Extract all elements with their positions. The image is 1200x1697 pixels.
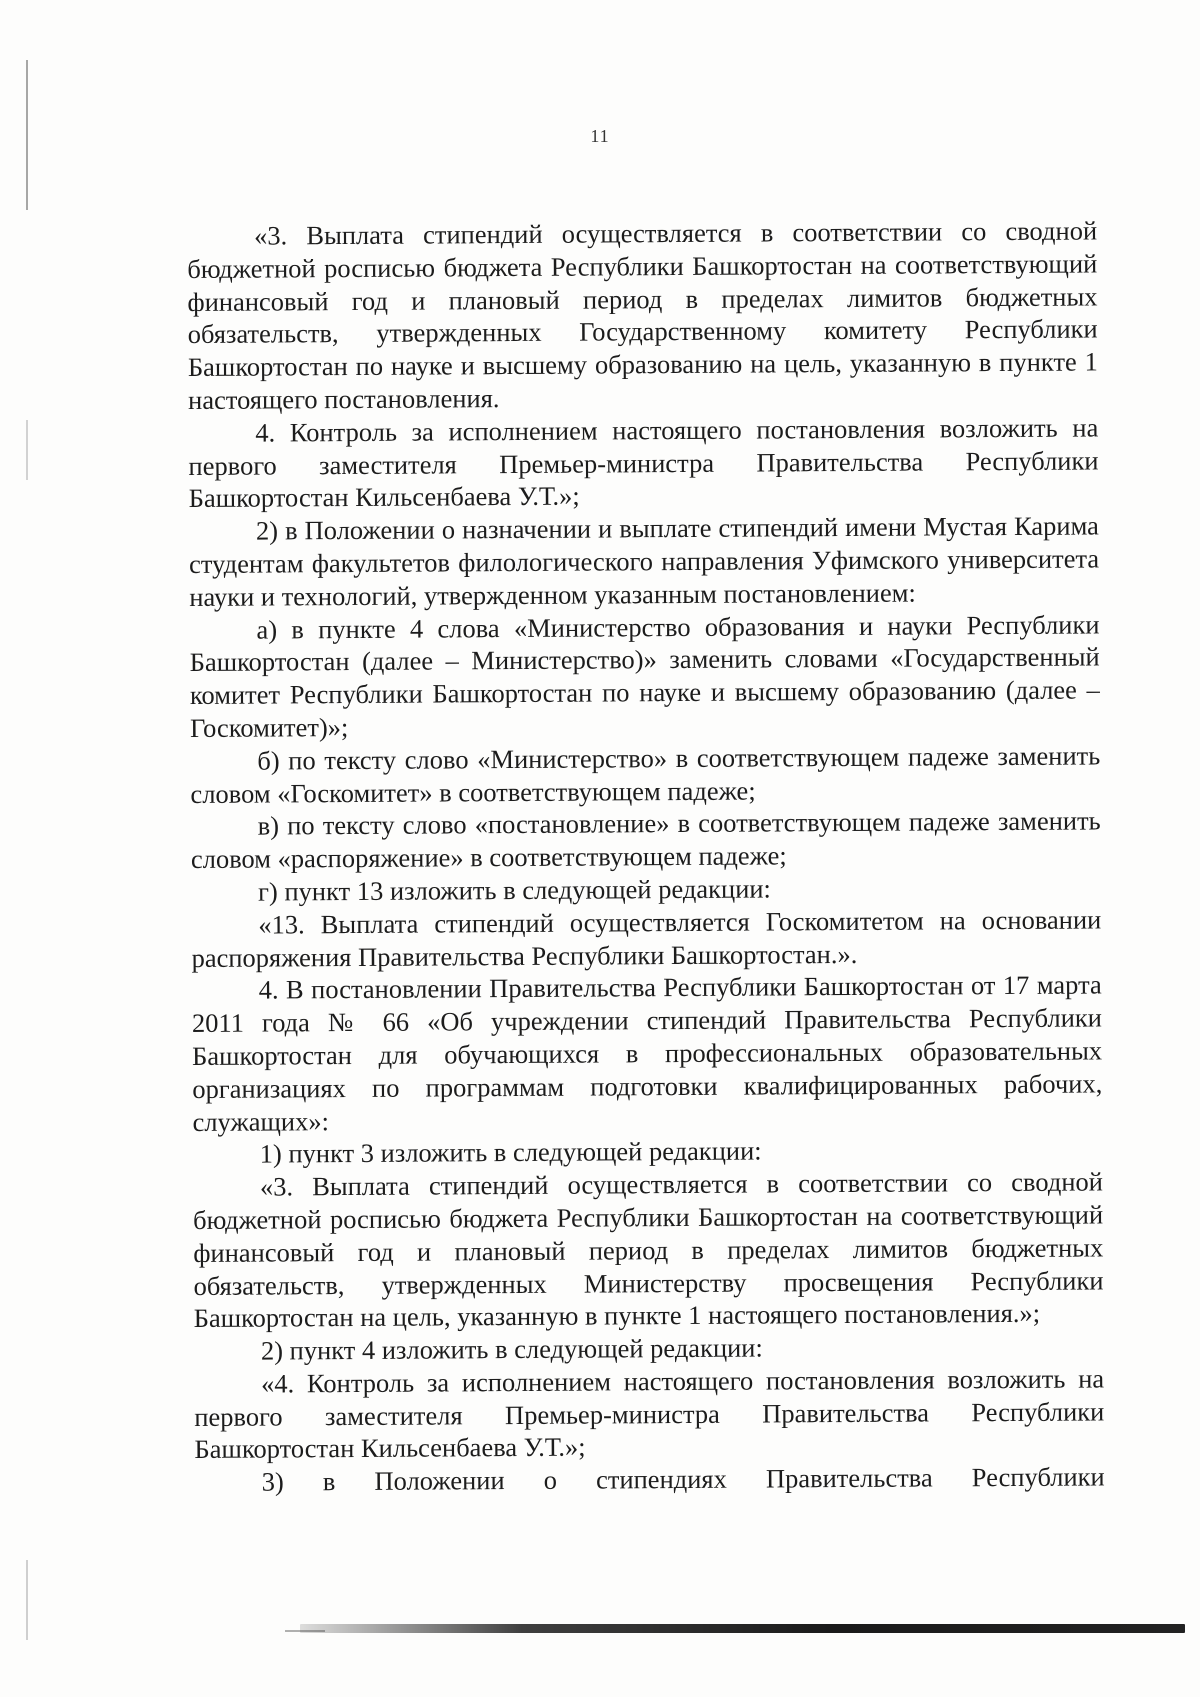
paragraph: г) пункт 13 изложить в следующей редакции: [258, 873, 771, 907]
paragraph: б) по тексту слово «Министерство» в соответствующем падеже заменить словом «Госкомитет» в соответствующем падеже; [190, 740, 1101, 809]
paragraph: 4. Контроль за исполнением настоящего постановления возложить на первого заместителя Премьер-министра Правительства Республики Башкортостан Кильсенбаева У.Т.»; [188, 412, 1099, 514]
paragraph: «13. Выплата стипендий осуществляется Госкомитетом на основании распоряжения Правительства Республики Башкортостан.». [191, 904, 1102, 973]
paragraph: 2) в Положении о назначении и выплате стипендий имени Мустая Карима студентам факультетов филологического направления Уфимского университета науки и технологий, утвержденном указанным постановлением: [189, 510, 1100, 612]
paragraph: 4. В постановлении Правительства Республики Башкортостан от 17 марта 2011 года № 66 «Об учреждении стипендий Правительства Республики Башкортостан для обучающихся в профессиональных образовательных организациях по программам подготовки квалифицированных рабочих, служащих»: [191, 969, 1103, 1137]
paragraph: «3. Выплата стипендий осуществляется в соответствии со сводной бюджетной росписью бюджета Республики Башкортостан на соответствующий финансовый год и плановый период в пределах лимитов бюджетных обязательств, утвержденных Министерству просвещения Республики Башкортостан на цель, указанную в пункте 1 настоящего постановления.»; [193, 1166, 1104, 1334]
page-number: 11 [590, 126, 610, 146]
paragraph: в) по тексту слово «постановление» в соответствующем падеже заменить словом «распоряжение» в соответствующем падеже; [190, 805, 1101, 875]
scan-bottom-artifact [300, 1624, 1185, 1633]
scan-edge-artifact [26, 1560, 28, 1640]
paragraph: «3. Выплата стипендий осуществляется в соответствии со сводной бюджетной росписью бюджета Республики Башкортостан на соответствующий финансовый год и плановый период в пределах лимитов бюджетных обязательств, утвержденных Государственному комитету Республики Башкортостан по науке и высшему образованию на цель, указанную в пункте 1 настоящего постановления. [187, 215, 1098, 415]
paragraph: 2) пункт 4 изложить в следующей редакции: [260, 1332, 763, 1366]
document-body [187, 214, 1105, 1499]
scan-edge-artifact [26, 420, 28, 480]
paragraph: «4. Контроль за исполнением настоящего постановления возложить на первого заместителя Премьер-министра Правительства Республики Башкортостан Кильсенбаева У.Т.»; [194, 1363, 1105, 1465]
paragraph: а) в пункте 4 слова «Министерство образования и науки Республики Башкортостан (далее – Министерство)» заменить словами «Государственный комитет Республики Башкортостан по науке и высшему образованию (далее – Госкомитет)»; [189, 608, 1100, 743]
paragraph: 3) в Положении о стипендиях Правительства Республики [261, 1461, 1105, 1497]
paragraph: 1) пункт 3 изложить в следующей редакции: [259, 1135, 762, 1169]
